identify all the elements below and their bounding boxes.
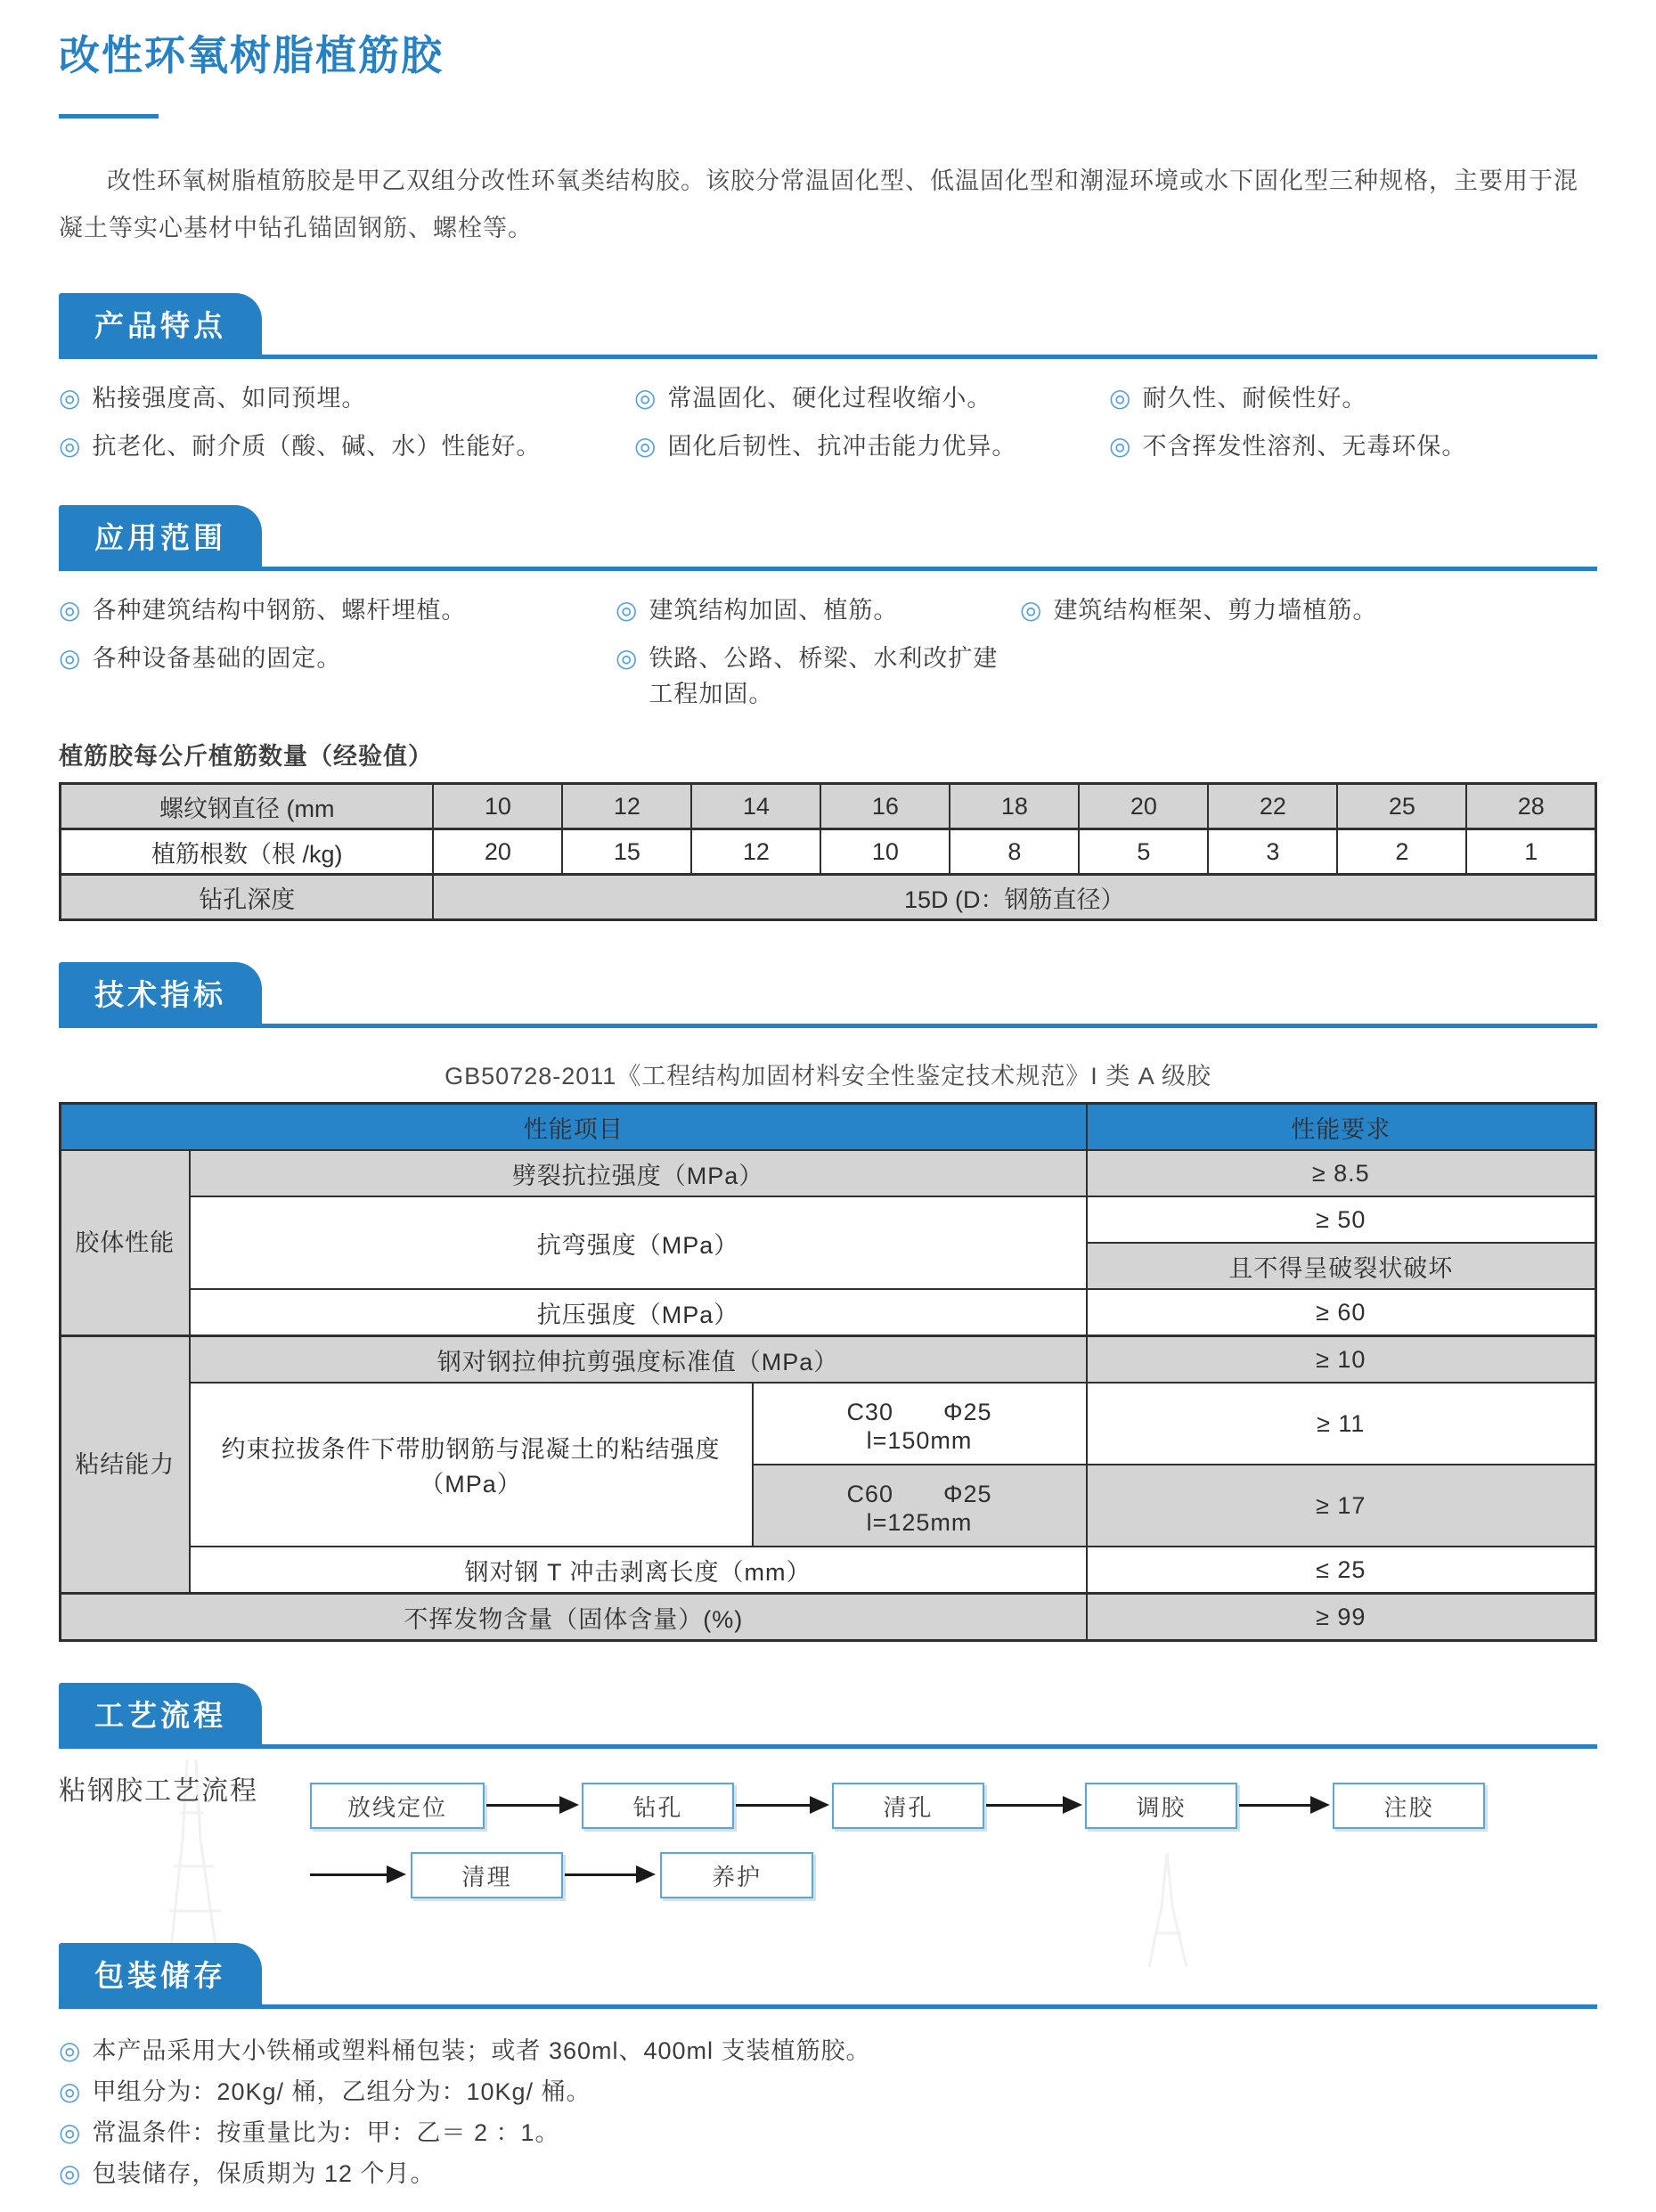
arrow-right-icon <box>736 1804 811 1807</box>
table-row <box>61 1594 1596 1641</box>
storage-text: 常温条件：按重量比为：甲：乙＝ 2 ：1。 <box>92 2119 560 2146</box>
process-flowchart <box>59 1759 1597 1920</box>
table-cell: 20 <box>433 829 562 875</box>
bullseye-bullet-icon: ◎ <box>616 644 639 672</box>
table-cell: ≥ 17 <box>1087 1465 1596 1547</box>
table-cell: 18 <box>950 784 1079 829</box>
table-cell: 3 <box>1208 829 1337 875</box>
feature-text: 固化后韧性、抗冲击能力优异。 <box>667 433 1017 460</box>
application-item <box>59 592 616 628</box>
table-row <box>61 1196 1596 1243</box>
table-cell: 螺纹钢直径 (mm <box>61 784 434 829</box>
bullseye-bullet-icon: ◎ <box>1109 384 1132 412</box>
table-row <box>61 829 1596 875</box>
table-cell: 20 <box>1079 784 1208 829</box>
table-row <box>61 784 1596 829</box>
feature-item <box>1109 380 1597 416</box>
application-item <box>1020 592 1597 628</box>
table-cell: 15 <box>562 829 691 875</box>
table-row <box>61 1150 1596 1196</box>
table-row <box>61 1289 1596 1336</box>
table-cell: 不挥发物含量（固体含量）(%) <box>61 1594 1087 1641</box>
flow-step-box: 养护 <box>660 1852 813 1898</box>
bullseye-bullet-icon: ◎ <box>59 644 82 672</box>
table-cell: 钻孔深度 <box>61 875 434 920</box>
feature-item <box>59 380 634 416</box>
bullseye-bullet-icon: ◎ <box>59 384 82 412</box>
section-divider <box>59 1024 1597 1028</box>
applications-list <box>59 592 1597 712</box>
section-divider <box>59 567 1597 571</box>
table-cell: ≥ 8.5 <box>1087 1150 1596 1196</box>
table-cell: 15D (D：钢筋直径） <box>433 875 1595 920</box>
bullseye-bullet-icon: ◎ <box>59 596 82 624</box>
table-cell: 16 <box>820 784 950 829</box>
bullseye-bullet-icon: ◎ <box>634 384 657 412</box>
table-cell: 2 <box>1337 829 1466 875</box>
table-cell <box>753 1465 1087 1547</box>
table-cell: 劈裂抗拉强度（MPa） <box>190 1150 1087 1196</box>
table-cell: 1 <box>1466 829 1595 875</box>
feature-item <box>634 429 1109 464</box>
table-cell: 钢对钢拉伸抗剪强度标准值（MPa） <box>190 1336 1087 1384</box>
bullseye-bullet-icon: ◎ <box>59 2118 82 2146</box>
application-text: 各种设备基础的固定。 <box>92 645 342 672</box>
flow-step-box: 钻孔 <box>582 1783 734 1829</box>
group-cell: 粘结能力 <box>61 1336 190 1594</box>
table-header-row <box>61 1104 1596 1151</box>
section-badge-tech: 技术指标 <box>59 962 262 1026</box>
table-cell: 25 <box>1337 784 1466 829</box>
bullseye-bullet-icon: ◎ <box>59 2077 82 2105</box>
section-applications <box>59 505 1597 571</box>
storage-item <box>59 2153 1597 2194</box>
feature-text: 耐久性、耐候性好。 <box>1142 385 1367 412</box>
table-row <box>61 1336 1596 1384</box>
column-header: 性能要求 <box>1087 1104 1596 1151</box>
condition-line: C30 Φ25 <box>846 1399 992 1425</box>
feature-item <box>59 429 634 464</box>
bullseye-bullet-icon: ◎ <box>1020 596 1043 624</box>
section-divider <box>59 355 1597 359</box>
condition-line: l=125mm <box>866 1509 973 1536</box>
bullseye-bullet-icon: ◎ <box>59 432 82 460</box>
table-row <box>61 1547 1596 1594</box>
table-row <box>61 875 1596 920</box>
feature-text: 粘接强度高、如同预埋。 <box>92 385 367 412</box>
table-cell: ≥ 10 <box>1087 1336 1596 1384</box>
bullseye-bullet-icon: ◎ <box>59 2037 82 2064</box>
table-cell: 10 <box>433 784 562 829</box>
table-cell: 约束拉拔条件下带肋钢筋与混凝土的粘结强度（MPa） <box>190 1383 753 1547</box>
condition-line: C60 Φ25 <box>846 1481 992 1507</box>
table-cell: 12 <box>691 829 820 875</box>
storage-text: 本产品采用大小铁桶或塑料桶包装；或者 360ml、400ml 支装植筋胶。 <box>92 2037 871 2064</box>
bullseye-bullet-icon: ◎ <box>616 596 639 624</box>
feature-text: 抗老化、耐介质（酸、碱、水）性能好。 <box>92 433 542 460</box>
table-cell: ≤ 25 <box>1087 1547 1596 1594</box>
arrow-right-icon <box>486 1804 560 1807</box>
column-header: 性能项目 <box>61 1104 1087 1151</box>
table-row <box>61 1383 1596 1465</box>
section-tech <box>59 962 1597 1028</box>
arrow-right-icon <box>565 1873 637 1876</box>
flow-step-box: 调胶 <box>1085 1783 1237 1829</box>
arrow-right-icon <box>310 1873 387 1876</box>
arrow-right-icon <box>1239 1804 1311 1807</box>
flow-step-box: 放线定位 <box>310 1783 485 1829</box>
flow-step-box: 清理 <box>411 1852 563 1898</box>
application-item <box>616 592 1020 628</box>
table-cell: 植筋根数（根 /kg) <box>61 829 434 875</box>
group-cell: 胶体性能 <box>61 1150 190 1336</box>
table-cell: 5 <box>1079 829 1208 875</box>
arrow-right-icon <box>986 1804 1064 1807</box>
application-text: 铁路、公路、桥梁、水利改扩建工程加固。 <box>649 645 999 707</box>
tech-spec-table <box>59 1102 1597 1642</box>
section-process <box>59 1683 1597 1749</box>
flowchart-subtitle: 粘钢胶工艺流程 <box>59 1776 258 1806</box>
page-title: 改性环氧树脂植筋胶 <box>59 32 444 78</box>
section-badge-applications: 应用范围 <box>59 505 262 569</box>
bullseye-bullet-icon: ◎ <box>59 2159 82 2187</box>
section-divider <box>59 2004 1597 2009</box>
storage-list <box>59 2030 1597 2194</box>
table-cell: 钢对钢 T 冲击剥离长度（mm） <box>190 1547 1087 1594</box>
tech-standard-caption: GB50728-2011《工程结构加固材料安全性鉴定技术规范》I 类 A 级胶 <box>445 1063 1211 1090</box>
condition-line: l=150mm <box>866 1427 973 1454</box>
application-text: 建筑结构框架、剪力墙植筋。 <box>1053 597 1378 624</box>
flow-step-box: 注胶 <box>1333 1783 1485 1829</box>
intro-paragraph: 改性环氧树脂植筋胶是甲乙双组分改性环氧类结构胶。该胶分常温固化型、低温固化型和潮湿环境或水下固化型三种规格，主要用于混凝土等实心基材中钻孔锚固钢筋、螺栓等。 <box>59 167 1579 241</box>
application-text: 建筑结构加固、植筋。 <box>649 597 899 624</box>
table-cell: 8 <box>950 829 1079 875</box>
bullseye-bullet-icon: ◎ <box>634 432 657 460</box>
rebar-quantity-table <box>59 782 1597 921</box>
table-cell: 且不得呈破裂状破坏 <box>1087 1243 1596 1289</box>
section-badge-process: 工艺流程 <box>59 1683 262 1747</box>
section-features <box>59 293 1597 359</box>
table-cell: 22 <box>1208 784 1337 829</box>
features-list <box>59 380 1597 464</box>
storage-text: 包装储存，保质期为 12 个月。 <box>92 2160 436 2187</box>
feature-item <box>1109 429 1597 464</box>
table-cell: ≥ 60 <box>1087 1289 1596 1336</box>
table-cell: 12 <box>562 784 691 829</box>
title-underline <box>59 114 159 118</box>
section-badge-features: 产品特点 <box>59 293 262 357</box>
storage-item <box>59 2071 1597 2112</box>
table-cell: 28 <box>1466 784 1595 829</box>
table-cell: 抗压强度（MPa） <box>190 1289 1087 1336</box>
table-cell: 14 <box>691 784 820 829</box>
table-cell: ≥ 99 <box>1087 1594 1596 1641</box>
storage-item <box>59 2030 1597 2071</box>
application-text: 各种建筑结构中钢筋、螺杆埋植。 <box>92 597 467 624</box>
section-divider <box>59 1744 1597 1749</box>
section-storage <box>59 1943 1597 2009</box>
table-cell <box>753 1383 1087 1465</box>
flow-step-box: 清孔 <box>832 1783 984 1829</box>
table-cell: 10 <box>820 829 950 875</box>
feature-item <box>634 380 1109 416</box>
rebar-table-title: 植筋胶每公斤植筋数量（经验值） <box>59 743 433 770</box>
table-cell: 抗弯强度（MPa） <box>190 1196 1087 1289</box>
application-item <box>616 641 1020 712</box>
storage-text: 甲组分为：20Kg/ 桶，乙组分为：10Kg/ 桶。 <box>92 2078 591 2105</box>
table-cell: ≥ 11 <box>1087 1383 1596 1465</box>
section-badge-storage: 包装储存 <box>59 1943 262 2007</box>
storage-item <box>59 2112 1597 2153</box>
table-cell: ≥ 50 <box>1087 1196 1596 1243</box>
application-item <box>59 641 616 712</box>
feature-text: 不含挥发性溶剂、无毒环保。 <box>1142 433 1467 460</box>
bullseye-bullet-icon: ◎ <box>1109 432 1132 460</box>
feature-text: 常温固化、硬化过程收缩小。 <box>667 385 992 412</box>
